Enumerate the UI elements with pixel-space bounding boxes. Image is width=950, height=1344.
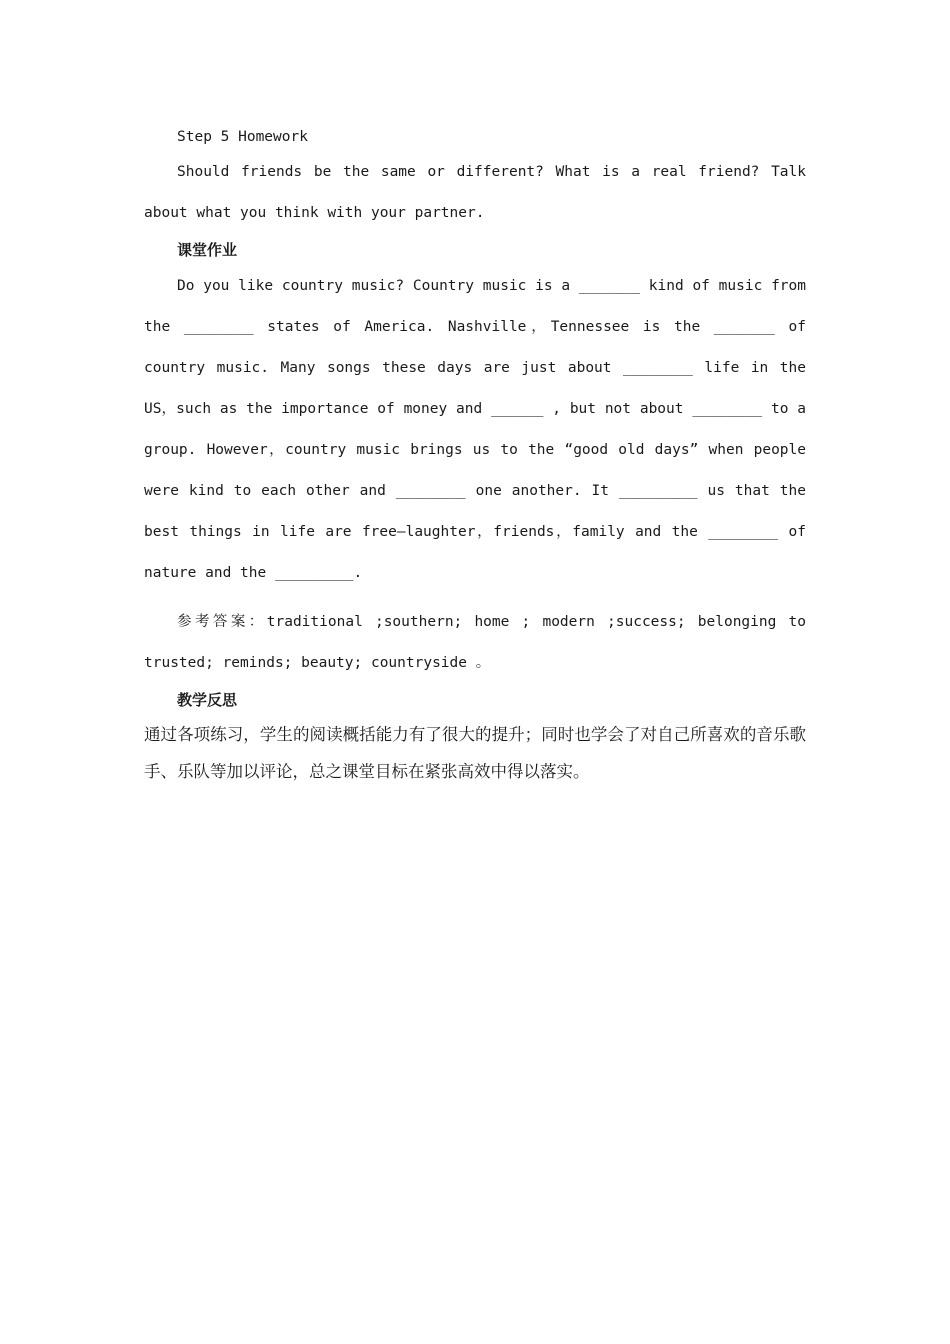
classwork-passage: Do you like country music? Country music is a _______ kind of music from the ________ states of America. Nashville，Tennessee is the _______ of country music. Many songs these days are just about ________ life in the US，such as the importance of money and ______ , but not about ________ to a group. However，country music brings us to the “good old days” when people were kind to each other and ________ one another. It _________ us that the best things in life are free—laughter，friends，family and the ________ of nature and the _________. bbox=[144, 278, 806, 581]
document-page bbox=[144, 122, 806, 790]
step5-title: Step 5 Homework bbox=[177, 129, 308, 145]
reflection-text: 通过各项练习，学生的阅读概括能力有了很大的提升；同时也学会了对自己所喜欢的音乐歌手、乐队等加以评论，总之课堂目标在紧张高效中得以落实。 bbox=[144, 725, 806, 781]
reflection-heading: 教学反思 bbox=[177, 691, 238, 709]
answer-key: 参考答案：traditional ;southern; home ; modern ;success; belonging to trusted; reminds; beauty; countryside 。 bbox=[144, 614, 806, 671]
step5-text: Should friends be the same or different? What is a real friend? Talk about what you think with your partner. bbox=[144, 164, 806, 221]
classwork-heading: 课堂作业 bbox=[177, 241, 238, 259]
